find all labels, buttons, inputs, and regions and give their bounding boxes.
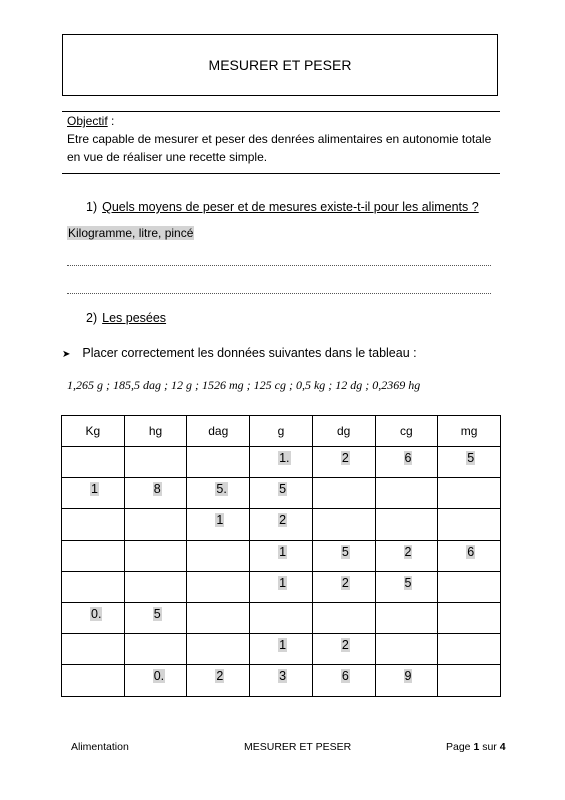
table-row bbox=[62, 540, 501, 571]
table-row bbox=[62, 634, 501, 665]
table-cell bbox=[62, 571, 125, 602]
cell-digit: 1 bbox=[91, 482, 98, 497]
table-cell bbox=[187, 509, 250, 540]
cell-digit: 6 bbox=[404, 451, 412, 465]
question-1 bbox=[86, 200, 479, 214]
objective-line-2: en vue de réaliser une recette simple. bbox=[67, 150, 268, 164]
table-cell bbox=[438, 478, 501, 509]
table-cell bbox=[250, 540, 313, 571]
cell-digit: 2 bbox=[404, 544, 412, 559]
footer-center: MESURER ET PESER bbox=[244, 741, 352, 753]
header-mg: mg bbox=[438, 416, 501, 447]
question-1-number: 1) bbox=[86, 200, 98, 214]
cell-digit: 1 bbox=[279, 544, 287, 559]
table-cell bbox=[187, 634, 250, 665]
footer-page-number: Page 1 sur 4 bbox=[446, 741, 506, 753]
table-cell bbox=[438, 634, 501, 665]
table-cell bbox=[124, 478, 187, 509]
table-cell bbox=[312, 540, 375, 571]
page-title: MESURER ET PESER bbox=[208, 57, 352, 73]
table-header-row bbox=[62, 416, 501, 447]
objective-block bbox=[67, 112, 497, 166]
table-cell bbox=[438, 665, 501, 696]
table-row bbox=[62, 447, 501, 478]
cell-digit: 5 bbox=[404, 575, 412, 590]
footer-left: Alimentation bbox=[71, 741, 129, 753]
header-g: g bbox=[250, 416, 313, 447]
table-cell bbox=[62, 540, 125, 571]
header-dg: dg bbox=[312, 416, 375, 447]
table-cell bbox=[312, 478, 375, 509]
table-cell bbox=[124, 634, 187, 665]
header-dag: dag bbox=[187, 416, 250, 447]
header-hg: hg bbox=[124, 416, 187, 447]
objective-line-1: Etre capable de mesurer et peser des denrées alimentaires en autonomie totale bbox=[67, 132, 492, 146]
table-row bbox=[62, 478, 501, 509]
cell-digit: 0. bbox=[153, 669, 165, 684]
table-cell bbox=[62, 478, 125, 509]
cell-digit: 2 bbox=[341, 638, 349, 653]
cell-digit: 5 bbox=[279, 482, 287, 497]
cell-digit: 6 bbox=[467, 544, 475, 559]
table-row bbox=[62, 602, 501, 633]
table-cell bbox=[62, 447, 125, 478]
cell-digit: 1. bbox=[279, 451, 290, 465]
table-cell bbox=[438, 571, 501, 602]
table-cell bbox=[250, 478, 313, 509]
table-cell bbox=[312, 634, 375, 665]
table-cell bbox=[375, 634, 438, 665]
cell-digit: 1 bbox=[216, 513, 224, 528]
cell-digit: 1 bbox=[279, 638, 287, 653]
table-cell bbox=[124, 540, 187, 571]
table-cell bbox=[250, 509, 313, 540]
cell-digit: 2 bbox=[216, 669, 224, 684]
table-cell bbox=[124, 509, 187, 540]
table-cell bbox=[187, 665, 250, 696]
table-cell bbox=[250, 571, 313, 602]
table-cell bbox=[187, 571, 250, 602]
table-cell bbox=[187, 540, 250, 571]
table-cell bbox=[124, 571, 187, 602]
question-2-text: Les pesées bbox=[102, 311, 167, 325]
table-cell bbox=[375, 540, 438, 571]
table-cell bbox=[187, 602, 250, 633]
question-2-number: 2) bbox=[86, 311, 98, 325]
table-cell bbox=[375, 665, 438, 696]
cell-digit: 3 bbox=[279, 669, 287, 684]
table-cell bbox=[438, 447, 501, 478]
table-cell bbox=[375, 602, 438, 633]
table-cell bbox=[375, 571, 438, 602]
header-cg: cg bbox=[375, 416, 438, 447]
table-cell bbox=[187, 478, 250, 509]
cell-digit: 5. bbox=[216, 482, 227, 497]
table-cell bbox=[250, 602, 313, 633]
table-cell bbox=[124, 602, 187, 633]
table-cell bbox=[62, 509, 125, 540]
table-cell bbox=[312, 665, 375, 696]
page-total: 4 bbox=[499, 741, 506, 753]
table-cell bbox=[312, 602, 375, 633]
cell-digit: 2 bbox=[341, 451, 349, 465]
table-cell bbox=[312, 571, 375, 602]
table-cell bbox=[124, 447, 187, 478]
table-cell bbox=[124, 665, 187, 696]
table-row bbox=[62, 509, 501, 540]
cell-digit: 2 bbox=[279, 513, 287, 528]
table-cell bbox=[250, 665, 313, 696]
cell-digit: 5 bbox=[153, 606, 161, 621]
weights-table bbox=[61, 415, 501, 697]
page-current: 1 bbox=[473, 741, 480, 753]
table-row bbox=[62, 665, 501, 696]
table-cell bbox=[250, 634, 313, 665]
objective-label-suffix: : bbox=[107, 114, 115, 128]
question-1-answer: Kilogramme, litre, pincé bbox=[68, 226, 194, 240]
table-cell bbox=[187, 447, 250, 478]
answer-line-1 bbox=[67, 265, 491, 266]
cell-digit: 6 bbox=[341, 669, 349, 684]
cell-digit: 0. bbox=[91, 606, 102, 621]
table-cell bbox=[312, 509, 375, 540]
table-cell bbox=[62, 634, 125, 665]
table-cell bbox=[438, 540, 501, 571]
table-cell bbox=[375, 509, 438, 540]
cell-digit: 8 bbox=[153, 482, 161, 497]
cell-digit: 5 bbox=[341, 544, 349, 559]
arrow-bullet-icon: ➤ bbox=[62, 349, 71, 360]
instruction bbox=[62, 346, 417, 360]
cell-digit: 9 bbox=[404, 669, 412, 684]
table-cell bbox=[375, 447, 438, 478]
cell-digit: 5 bbox=[467, 451, 475, 465]
cell-digit: 1 bbox=[279, 575, 287, 590]
table-cell bbox=[250, 447, 313, 478]
title-box bbox=[62, 34, 498, 96]
answer-line-2 bbox=[67, 293, 491, 294]
header-kg: Kg bbox=[62, 416, 125, 447]
table-cell bbox=[438, 509, 501, 540]
data-list: 1,265 g ; 185,5 dag ; 12 g ; 1526 mg ; 125 cg ; 0,5 kg ; 12 dg ; 0,2369 hg bbox=[67, 378, 421, 392]
table-cell bbox=[375, 478, 438, 509]
question-2 bbox=[86, 311, 166, 325]
instruction-text: Placer correctement les données suivantes dans le tableau : bbox=[82, 346, 417, 360]
table-cell bbox=[438, 602, 501, 633]
table-cell bbox=[62, 602, 125, 633]
table-cell bbox=[62, 665, 125, 696]
table-cell bbox=[312, 447, 375, 478]
cell-digit: 2 bbox=[341, 575, 349, 590]
divider-bottom bbox=[62, 173, 500, 174]
objective-label: Objectif bbox=[67, 114, 108, 128]
question-1-text: Quels moyens de peser et de mesures existe-t-il pour les aliments ? bbox=[102, 200, 479, 214]
table-row bbox=[62, 571, 501, 602]
